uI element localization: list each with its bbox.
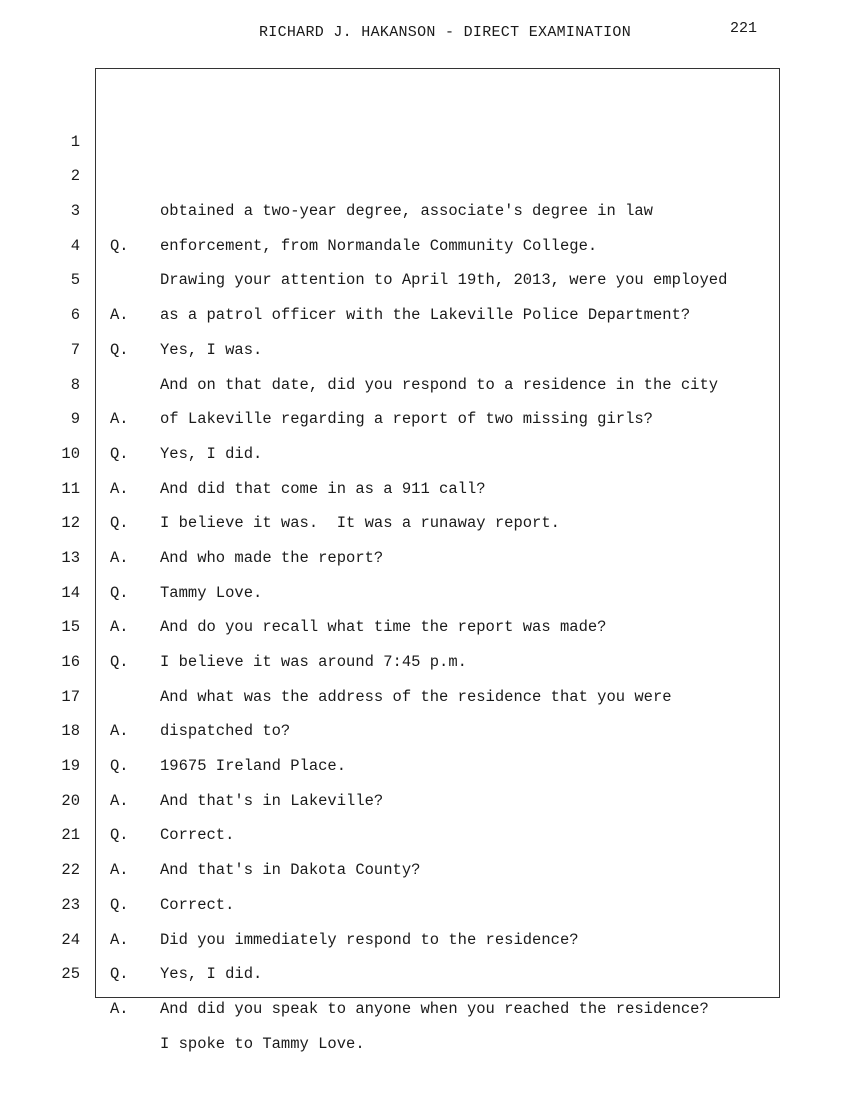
line-number: 24 — [61, 930, 80, 949]
line-number: 19 — [61, 757, 80, 776]
speaker-label: A. — [110, 861, 129, 880]
line-number: 23 — [61, 895, 80, 914]
line-text: And do you recall what time the report was made? — [160, 618, 607, 637]
speaker-label: Q. — [110, 965, 129, 984]
line-text: And did you speak to anyone when you reached the residence? — [160, 999, 709, 1018]
line-number: 4 — [70, 236, 80, 255]
speaker-label: A. — [110, 791, 129, 810]
line-text: Yes, I was. — [160, 340, 263, 359]
speaker-label: Q. — [110, 653, 129, 672]
line-number: 6 — [70, 306, 80, 325]
speaker-label: Q. — [110, 895, 129, 914]
line-text: And did that come in as a 911 call? — [160, 479, 486, 498]
line-number: 12 — [61, 514, 80, 533]
speaker-label: Q. — [110, 444, 129, 463]
speaker-label: A. — [110, 548, 129, 567]
line-text: enforcement, from Normandale Community College. — [160, 236, 598, 255]
line-text: Correct. — [160, 895, 235, 914]
line-text: I believe it was around 7:45 p.m. — [160, 653, 467, 672]
speaker-label: A. — [110, 999, 129, 1018]
line-number: 8 — [70, 375, 80, 394]
line-number: 15 — [61, 618, 80, 637]
line-text: dispatched to? — [160, 722, 291, 741]
speaker-label: A. — [110, 722, 129, 741]
line-number: 2 — [70, 167, 80, 186]
speaker-label: Q. — [110, 340, 129, 359]
line-text: as a patrol officer with the Lakeville Police Department? — [160, 306, 691, 325]
line-number: 16 — [61, 653, 80, 672]
line-number: 11 — [61, 479, 80, 498]
line-number: 20 — [61, 791, 80, 810]
line-number: 25 — [61, 965, 80, 984]
line-number: 9 — [70, 410, 80, 429]
page-number: 221 — [730, 20, 758, 37]
line-text: I spoke to Tammy Love. — [160, 1034, 365, 1053]
line-number: 10 — [61, 444, 80, 463]
line-number: 18 — [61, 722, 80, 741]
line-text: And that's in Dakota County? — [160, 861, 421, 880]
line-number: 1 — [70, 132, 80, 151]
line-number: 5 — [70, 271, 80, 290]
line-text: Yes, I did. — [160, 965, 263, 984]
speaker-label: A. — [110, 306, 129, 325]
line-text: And what was the address of the residence that you were — [160, 687, 672, 706]
speaker-label: A. — [110, 618, 129, 637]
line-text: obtained a two-year degree, associate's degree in law — [160, 202, 653, 221]
line-text: Drawing your attention to April 19th, 2013, were you employed — [160, 271, 728, 290]
page-title: RICHARD J. HAKANSON - DIRECT EXAMINATION — [258, 24, 632, 41]
speaker-label: A. — [110, 479, 129, 498]
line-text: And on that date, did you respond to a residence in the city — [160, 375, 719, 394]
line-number: 17 — [61, 687, 80, 706]
line-text: of Lakeville regarding a report of two missing girls? — [160, 410, 653, 429]
speaker-label: Q. — [110, 826, 129, 845]
speaker-label: Q. — [110, 514, 129, 533]
line-text: Tammy Love. — [160, 583, 263, 602]
line-text: And who made the report? — [160, 548, 384, 567]
line-text: I believe it was. It was a runaway report. — [160, 514, 560, 533]
line-number: 3 — [70, 202, 80, 221]
line-text: And that's in Lakeville? — [160, 791, 384, 810]
speaker-label: A. — [110, 930, 129, 949]
transcript-line — [0, 90, 850, 221]
line-number: 13 — [61, 548, 80, 567]
transcript-lines — [0, 90, 850, 1053]
speaker-label: Q. — [110, 583, 129, 602]
line-text: 19675 Ireland Place. — [160, 757, 347, 776]
line-text: Correct. — [160, 826, 235, 845]
speaker-label: A. — [110, 410, 129, 429]
speaker-label: Q. — [110, 757, 129, 776]
speaker-label: Q. — [110, 236, 129, 255]
line-number: 22 — [61, 861, 80, 880]
line-text: Yes, I did. — [160, 444, 263, 463]
line-number: 21 — [61, 826, 80, 845]
line-number: 7 — [70, 340, 80, 359]
line-number: 14 — [61, 583, 80, 602]
line-text: Did you immediately respond to the residence? — [160, 930, 579, 949]
